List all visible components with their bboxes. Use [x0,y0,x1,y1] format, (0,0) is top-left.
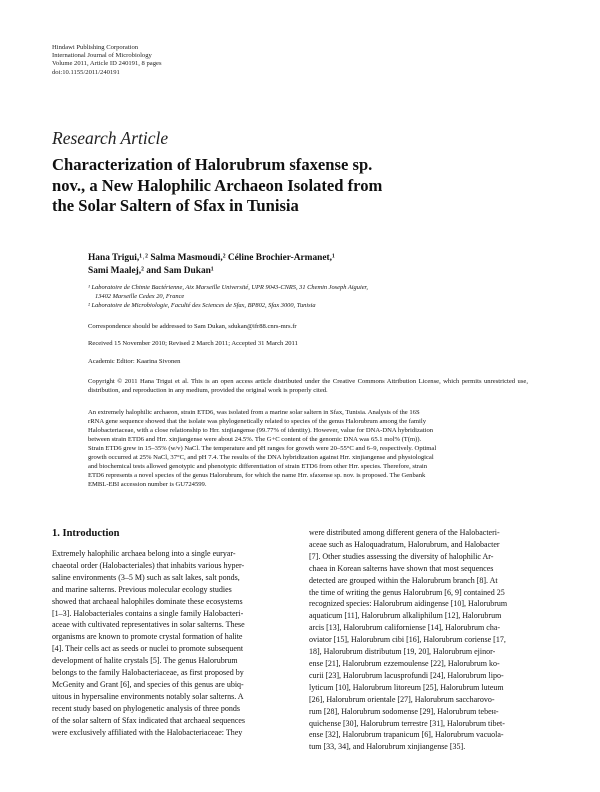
body-line: chaea in Korean salterns have shown that most sequences [309,563,494,573]
authors [88,252,528,277]
abstract-line: rRNA gene sequence showed that the isolate was phylogenetically related to species of the genus Halorubrum among the family [88,418,427,425]
title-line: Characterization of Halorubrum sfaxense sp. [52,155,373,174]
title-line: nov., a New Halophilic Archaeon Isolated from [52,175,383,195]
body-line: rum [28], Halorubrum sodomense [29], Halorubrum tebeн- [309,706,499,716]
publisher: Hindawi Publishing Corporation [52,44,139,51]
body-line: [26], Halorubrum orientale [27], Halorubrum saccharovo- [309,694,495,704]
body-line: saline environments (3–5 M) such as salt lakes, salt ponds, [52,572,240,582]
body-line: oviator [15], Halorubrum cibi [16], Halorubrum coriense [17, [309,635,506,645]
body-line: development of halite crystals [5]. The genus Halorubrum [52,656,238,666]
abstract-line: and biochemical tests allowed genotypic and phenotypic differentiation of strain ETD6 from other Hrr. species. Therefore, strain [88,463,428,470]
body-line: 18], Halorubrum distributum [19, 20], Halorubrum ejinor- [309,647,496,657]
affiliation-line: ¹ Laboratoire de Chimie Bactérienne, Aix Marseille Université, UPR 9043-CNRS, 31 Chemin Joseph Aiguier, [88,284,368,291]
body-column-right [309,527,545,753]
doi: doi:10.1155/2011/240191 [52,68,120,76]
abstract-line: Strain ETD6 grew in 15–35% (w/v) NaCl. The temperature and pH ranges for growth were 20–55°C and 6–9, respectively. Optimal [88,445,437,452]
abstract-line: between strain ETD6 and Hrr. xinjiangense were about 24.5%. The G+C content of the genomic DNA was 65.1 mol% (T(m)). [88,436,422,443]
copyright: Copyright © 2011 Hana Trigui et al. This is an open access article distributed under the Creative Commons Attribution License, which permits unrestricted use, distribution, and reproduction in any medium, provided the original work is properly cited. [88,378,528,394]
received-dates: Received 15 November 2010; Revised 2 March 2011; Accepted 31 March 2011 [88,340,298,347]
body-line: detected are grouped within the Halorubrum branch [8]. At [309,575,498,585]
abstract-line: growth occurred at 25% NaCl, 37°C, and pH 7.4. The results of the DNA hybridization against Hrr. xinjiangense and physiological [88,454,434,461]
body-line: ense [21], Halorubrum ezzemoulense [22], Halorubrum ko- [309,658,500,668]
affiliation-line: 13402 Marseille Cedex 20, France [95,293,185,301]
affiliation-line: ² Laboratoire de Microbiologie, Faculté des Sciences de Sfax, BP802, Sfax 3000, Tunisia [88,302,316,310]
section-heading-introduction: 1. Introduction [52,528,120,539]
body-line: Extremely halophilic archaea belong into a single euryar- [52,549,236,558]
body-line: [4]. Their cells act as seeds or nuclei to promote subsequent [52,644,244,654]
paper-title [52,155,532,217]
academic-editor: Academic Editor: Kaarina Sivonen [88,358,181,365]
abstract [88,408,528,489]
authors-line: Sami Maalej,² and Sam Dukan¹ [88,265,214,276]
body-line: and marine salterns. Previous molecular ecology studies [52,584,232,594]
volume-line: Volume 2011, Article ID 240191, 8 pages [52,60,162,68]
body-line: organisms are known to promote crystal formation of halite [52,632,243,642]
body-line: chaeotal order (Halobacteriales) that inhabits various hyper- [52,560,245,570]
article-type: Research Article [52,128,169,148]
journal-info [52,44,162,77]
abstract-line: Halobacteriaceae, with a close relationship to Hrr. xinjiangense (99.77% of identity). However, value for DNA-DNA hybridization [88,427,434,434]
correspondence: Correspondence should be addressed to Sam Dukan, sdukan@ifr88.cnrs-mrs.fr [88,323,297,330]
body-line: showed that archaeal halophiles dominate these ecosystems [52,596,243,606]
body-line: of the solar saltern of Sfax indicated that archaeal sequences [52,715,246,725]
abstract-line: An extremely halophilic archaeon, strain ETD6, was isolated from a marine solar saltern in Sfax, Tunisia. Analysis of the 16S [88,409,420,416]
body-line: [7]. Other studies assessing the diversity of halophilic Ar- [309,551,494,561]
body-line: recognized species: Halorubrum aidingense [10], Halorubrum [309,599,508,609]
body-line: [1–3]. Halobacteriales contains a single family Halobacteri- [52,608,244,618]
body-line: uitous in hypersaline environments notably solar salterns. A [52,691,244,701]
body-line: curii [23], Halorubrum lacusprofundi [24], Halorubrum lipo- [309,670,504,680]
body-line: quichense [30], Halorubrum terrestre [31], Halorubrum tibet- [309,718,505,728]
abstract-line: ETD6 represents a novel species of the genus Halorubrum, for which the name Hrr. sfaxense sp. nov. is proposed. The Genbank [88,472,426,479]
affiliations [88,283,528,311]
title-line: the Solar Saltern of Sfax in Tunisia [52,196,299,215]
body-line: were exclusively affiliated with the Halobacteriaceae: They [52,727,243,737]
body-line: aceae such as Haloquadratum, Halorubrum, and Halobacter [309,539,500,549]
body-line: were distributed among different genera of the Halobacteri- [309,528,500,537]
body-column-left [52,548,288,739]
body-line: McGenity and Grant [6], and species of this genus are ubiq- [52,679,244,689]
body-line: belongs to the family Halobacteriaceae, as first proposed by [52,668,244,678]
body-line: recent study based on phylogenetic analysis of three ponds [52,703,240,713]
body-line: ense [32], Halorubrum trapanicum [6], Halorubrum vacuola- [309,730,504,740]
journal-name: International Journal of Microbiology [52,52,152,60]
body-line: tum [33, 34], and Halorubrum xinjiangense [35]. [309,742,466,752]
body-line: arcis [13], Halorubrum californiense [14], Halorubrum cha- [309,623,501,633]
body-line: lyticum [10], Halorubrum litoreum [25], Halorubrum luteum [309,682,504,692]
body-line: aquaticum [11], Halorubrum alkaliphilum [12], Halorubrum [309,611,502,621]
abstract-line: EMBL-EBI accession number is GU724599. [88,481,207,488]
body-line: the time of writing the genus Halorubrum [6, 9] contained 25 [309,587,505,597]
authors-line: Hana Trigui,¹˒² Salma Masmoudi,² Céline Brochier-Armanet,¹ [88,253,335,263]
body-line: aceae with cultivated representatives in solar salterns. These [52,620,245,630]
